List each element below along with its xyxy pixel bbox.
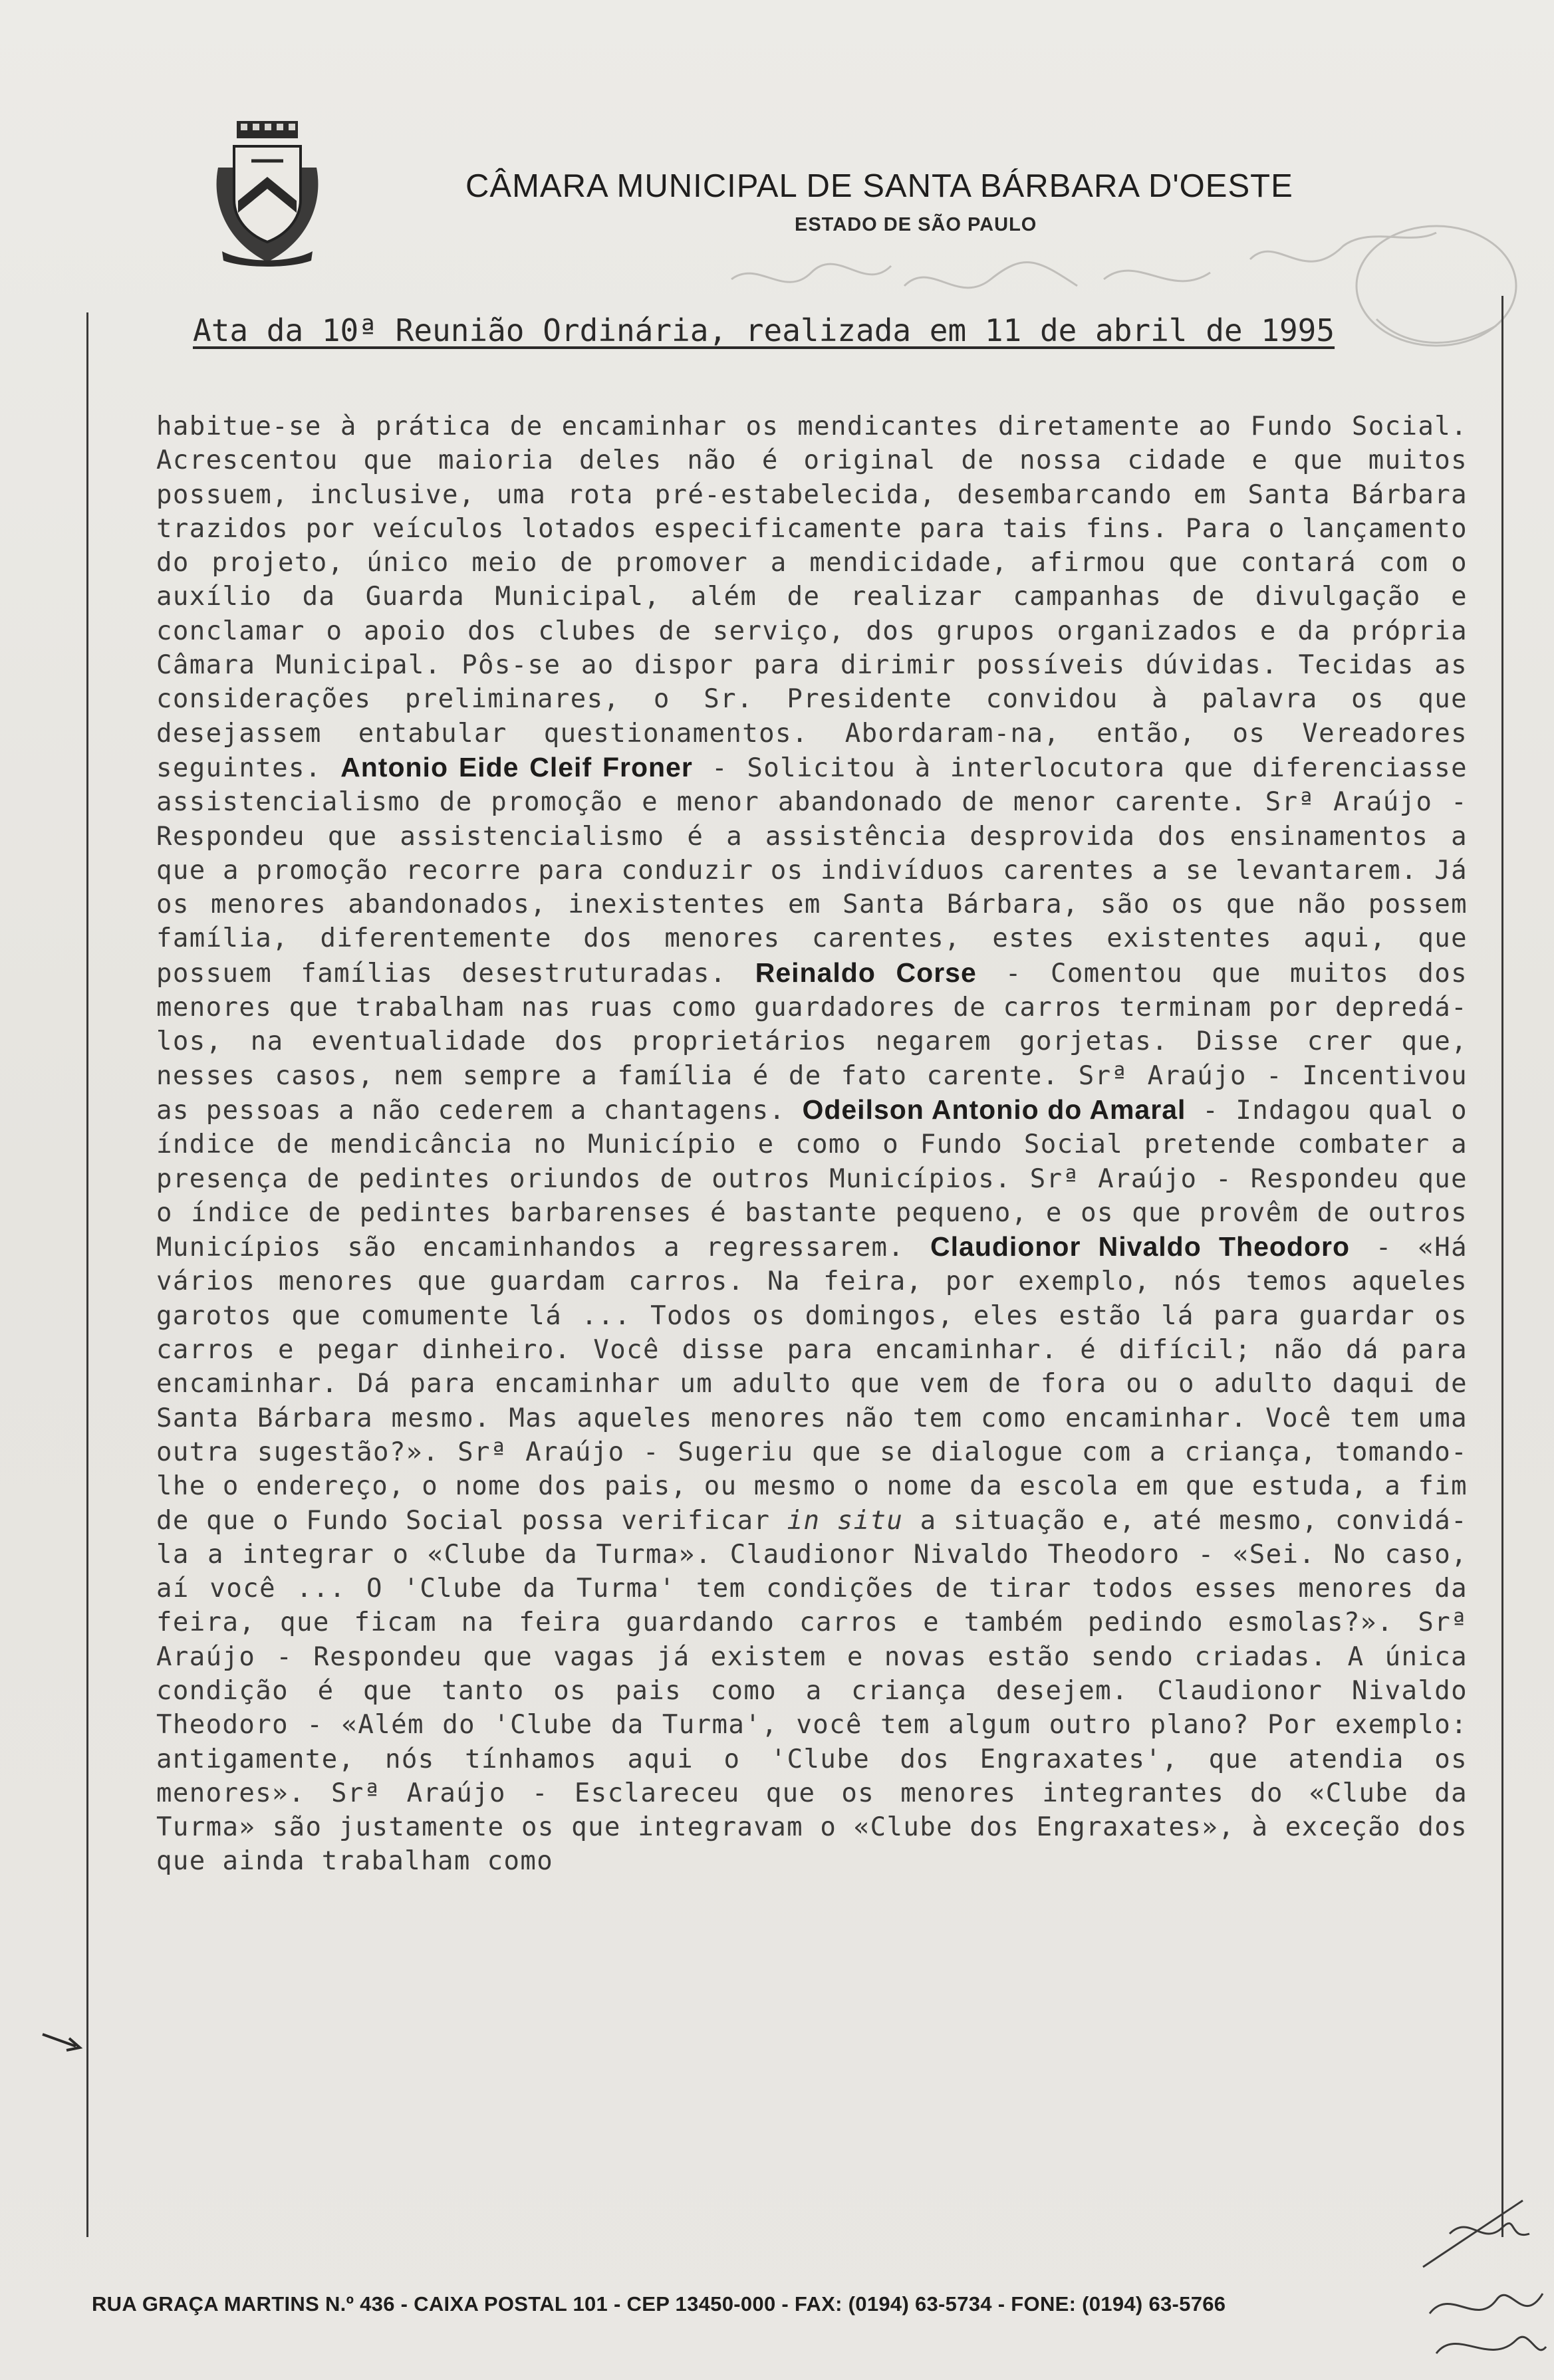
paragraph-text: - «Há vários menores que guardam carros. Na feira, por exemplo, nós temos aqueles garotos que comumente lá ... Todos os domingos, eles estão lá para guardar os carros e pegar dinheiro. Você disse para encaminhar. é difícil; não dá para encaminhar. Dá para encaminhar um adulto que vem de fora ou o adulto daqui de Santa Bárbara mesmo. Mas aqueles menores não tem como encaminhar. Você tem uma outra sugestão?». Srª Araújo - Sugeriu que se dialogue com a criança, tomando-lhe o endereço, o nome dos pais, ou mesmo o nome da escola em que estuda, a fim de que o Fundo Social possa verificar: [156, 1233, 1468, 1536]
paragraph-text: a situação e, até mesmo, convidá-la a integrar o «Clube da Turma». Claudionor Nivaldo Theodoro - «Sei. No caso, aí você ... O 'Clube da Turma' tem condições de tirar todos esses menores da feira, que ficam na feira guardando carros e também pedindo esmolas?». Srª Araújo - Respondeu que vagas já existem e novas estão sendo criadas. A única condição é que tanto os pais como a criança desejem. Claudionor Nivaldo Theodoro - «Além do 'Clube da Turma', você tem algum outro plano? Por exemplo: antigamente, nós tínhamos aqui o 'Clube dos Engraxates', que atendia os menores». Srª Araújo - Esclareceu que os menores integrantes do «Clube da Turma» são justamente os que integravam o «Clube dos Engraxates», à exceção dos que ainda trabalham como: [156, 1505, 1468, 1877]
footer-address: RUA GRAÇA MARTINS N.º 436 - CAIXA POSTAL 101 - CEP 13450-000 - FAX: (0194) 63-5734 - FONE: (0194) 63-5766: [92, 2292, 1226, 2316]
paragraph-text: habitue-se à prática de encaminhar os mendicantes diretamente ao Fundo Social. Acrescentou que maioria deles não é original de nossa cidade e que muitos possuem, inclusive, uma rota pré-estabelecida, desembarcando em Santa Bárbara trazidos por veículos lotados especificamente para tais fins. Para o lançamento do projeto, único meio de promover a mendicidade, afirmou que contará com o auxílio da Guarda Municipal, além de realizar campanhas de divulgação e conclamar o apoio dos clubes de serviço, dos grupos organizados e da própria Câmara Municipal. Pôs-se ao dispor para dirimir possíveis dúvidas. Tecidas as considerações preliminares, o Sr. Presidente convidou à palavra os que desejassem entabular questionamentos. Abordaram-na, então, os Vereadores seguintes.: [156, 412, 1468, 783]
rubric-signature-icon: [1410, 2194, 1549, 2373]
institution-name: CÂMARA MUNICIPAL DE SANTA BÁRBARA D'OESTE: [465, 168, 1293, 204]
paragraph-text: - Indagou qual o índice de mendicância no Município e como o Fundo Social pretende combater a presença de pedintes oriundos de outros Municípios. Srª Araújo - Respondeu que o índice de pedintes barbarenses é bastante pequeno, e os que provêm de outros Municípios são encaminhandos a regressarem.: [156, 1095, 1468, 1263]
minutes-title: Ata da 10ª Reunião Ordinária, realizada em 11 de abril de 1995: [193, 312, 1335, 348]
municipal-coat-of-arms-icon: [211, 121, 323, 267]
speaker-name: Claudionor Nivaldo Theodoro: [930, 1231, 1351, 1262]
speaker-name: Reinaldo Corse: [755, 957, 977, 988]
paragraph-text: - Comentou que muitos dos menores que trabalham nas ruas como guardadores de carros terminam por depredá-los, na eventualidade dos proprietários negarem gorjetas. Disse crer que, nesses casos, nem sempre a família é de fato carente. Srª Araújo - Incentivou as pessoas a não cederem a chantagens.: [156, 958, 1468, 1126]
right-margin-rule: [1501, 296, 1503, 2237]
speaker-name: Odeilson Antonio do Amaral: [802, 1094, 1186, 1125]
state-name: ESTADO DE SÃO PAULO: [795, 214, 1037, 235]
minutes-body: [156, 410, 1468, 1879]
latin-term: in situ: [787, 1505, 904, 1536]
margin-arrow-icon: [40, 2028, 86, 2054]
left-margin-rule: [86, 312, 88, 2237]
speaker-name: Antonio Eide Cleif Froner: [340, 751, 693, 782]
faded-approval-stamp-icon: [705, 219, 1529, 379]
paragraph-text: - Solicitou à interlocutora que diferenciasse assistencialismo de promoção e menor abandonado de menor carente. Srª Araújo - Respondeu que assistencialismo é a assistência desprovida dos ensinamentos a que a promoção recorre para conduzir os indivíduos carentes a se levantarem. Já os menores abandonados, inexistentes em Santa Bárbara, são os que não possem família, diferentemente dos menores carentes, estes existentes aqui, que possuem famílias desestruturadas.: [156, 753, 1468, 989]
